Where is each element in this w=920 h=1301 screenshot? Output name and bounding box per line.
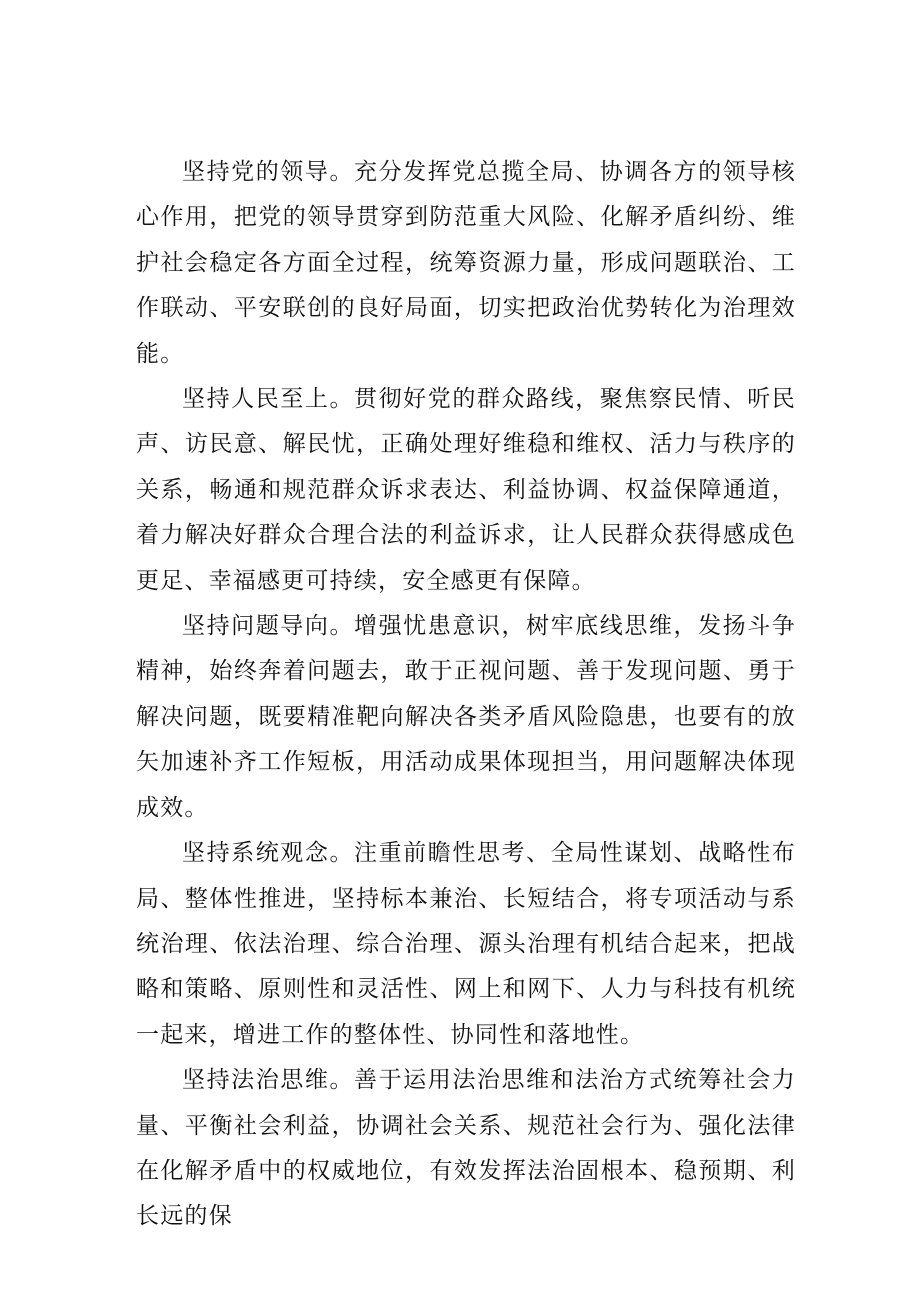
paragraph-people-first: 坚持人民至上。贯彻好党的群众路线，聚焦察民情、听民声、访民意、解民忧，正确处理好维稳和维权、活力与秩序的关系，畅通和规范群众诉求表达、利益协调、权益保障通道，着力解决好群众合理合法的利益诉求，让人民群众获得感成色更足、幸福感更可持续，安全感更有保障。 (136, 386, 796, 594)
paragraph-rule-of-law: 坚持法治思维。善于运用法治思维和法治方式统筹社会力量、平衡社会利益，协调社会关系、规范社会行为、强化法律在化解矛盾中的权威地位，有效发挥法治固根本、稳预期、利长远的保 (136, 1067, 796, 1230)
paragraph-party-leadership: 坚持党的领导。充分发挥党总揽全局、协调各方的领导核心作用，把党的领导贯穿到防范重大风险、化解矛盾纠纷、维护社会稳定各方面全过程，统筹资源力量，形成问题联治、工作联动、平安联创的良好局面，切实把政治优势转化为治理效能。 (136, 159, 796, 367)
paragraph-systems-thinking: 坚持系统观念。注重前瞻性思考、全局性谋划、战略性布局、整体性推进，坚持标本兼治、长短结合，将专项活动与系统治理、依法治理、综合治理、源头治理有机结合起来，把战略和策略、原则性和灵活性、网上和网下、人力与科技有机统一起来，增进工作的整体性、协同性和落地性。 (136, 840, 796, 1048)
paragraph-problem-oriented: 坚持问题导向。增强忧患意识，树牢底线思维，发扬斗争精神，始终奔着问题去，敢于正视问题、善于发现问题、勇于解决问题，既要精准靶向解决各类矛盾风险隐患，也要有的放矢加速补齐工作短板，用活动成果体现担当，用问题解决体现成效。 (136, 613, 796, 821)
document-body (136, 150, 796, 1240)
